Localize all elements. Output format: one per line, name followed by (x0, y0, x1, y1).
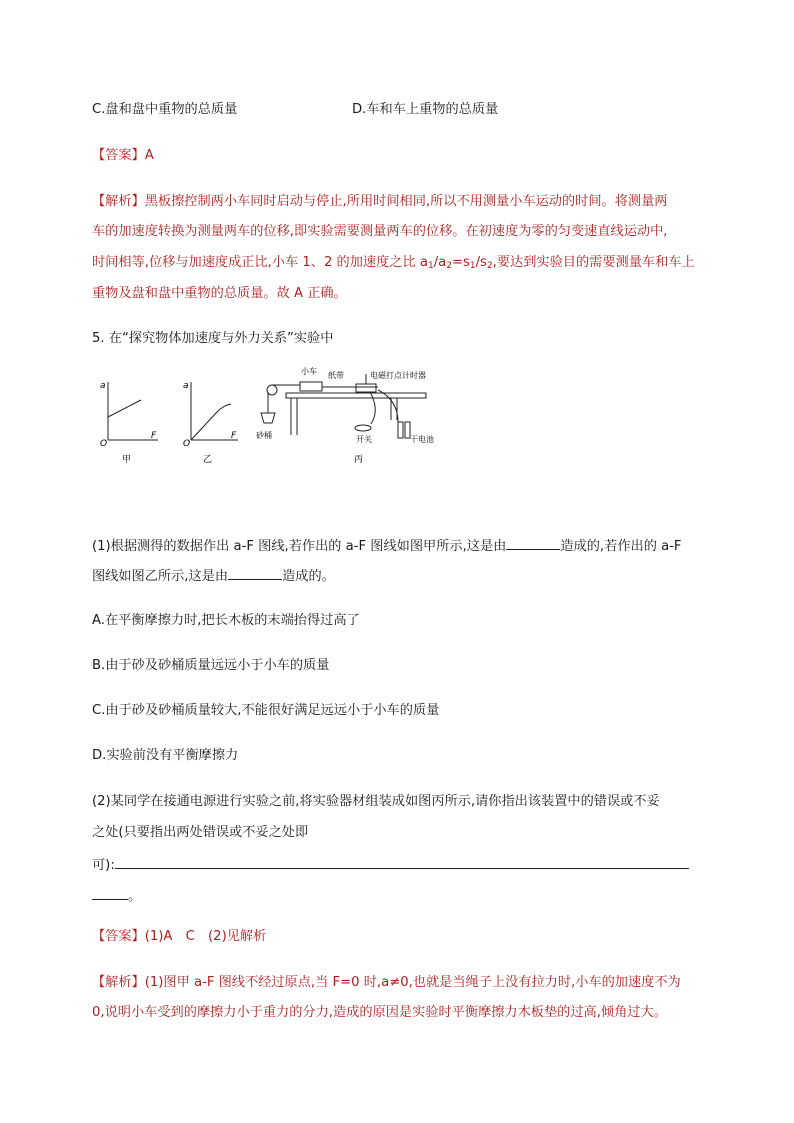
question-text: 造成的。 (282, 569, 335, 584)
q5-part1-line-2 (92, 565, 335, 587)
analysis-tag: 【解析】 (92, 975, 145, 990)
analysis-tag: 【解析】 (92, 194, 145, 209)
analysis-text: /a (433, 255, 447, 270)
question-text: 可): (92, 858, 115, 873)
answer-blank (228, 565, 282, 580)
q5-title: 5. 在“探究物体加速度与外力关系”实验中 (92, 331, 334, 346)
origin-label: O (100, 439, 108, 449)
label-bucket: 砂桶 (256, 431, 272, 440)
caption-yi: 乙 (203, 455, 213, 465)
caption-jia: 甲 (122, 455, 132, 465)
q4-option-d: D.车和车上重物的总质量 (352, 102, 499, 117)
q4-option-c: C.盘和盘中重物的总质量 (92, 102, 238, 117)
label-tape: 纸带 (328, 371, 344, 380)
q5-option-c: C.由于砂及砂桶质量较大,不能很好满足远远小于小车的质量 (92, 703, 440, 718)
subscript: 1 (427, 261, 434, 271)
analysis-text: /s (475, 255, 487, 270)
q5-part2-line-3 (92, 854, 689, 876)
q5-analysis-line-1 (92, 973, 681, 993)
axis-f-label: F (151, 431, 157, 441)
q4-analysis-line-2: 车的加速度转换为测量两车的位移,即实验需要测量两车的位移。在初速度为零的匀变速直线运动中, (92, 224, 668, 239)
q5-option-a: A.在平衡摩擦力时,把长木板的末端抬得过高了 (92, 613, 360, 628)
axis-f-label: F (231, 431, 237, 441)
answer-tag: 【答案】 (92, 929, 145, 944)
answer-value: A (144, 148, 154, 163)
label-timer: 电磁打点计时器 (370, 371, 426, 380)
question-text: 造成的,若作出的 a-F (560, 539, 682, 554)
q5-part2-line-1: (2)某同学在接通电源进行实验之前,将实验器材组装成如图丙所示,请你指出该装置中的错误或不妥 (92, 794, 660, 809)
q5-part2-line-4 (92, 885, 141, 907)
q4-analysis-line-1 (92, 192, 667, 212)
q5-figure (88, 360, 448, 470)
subscript: 1 (469, 261, 476, 271)
q5-option-d: D.实验前没有平衡摩擦力 (92, 748, 239, 763)
q5-part2-line-2: 之处(只要指出两处错误或不妥之处即 (92, 825, 309, 840)
q5-answer (92, 927, 266, 947)
axis-a-label: a (183, 381, 189, 391)
caption-bing: 丙 (354, 455, 364, 465)
label-battery: 干电池 (410, 435, 434, 444)
question-text: 。 (128, 889, 142, 904)
answer-tag: 【答案】 (92, 148, 145, 163)
origin-label: O (183, 439, 191, 449)
axis-a-label: a (100, 381, 106, 391)
answer-blank (506, 535, 560, 550)
answer-blank (92, 885, 128, 900)
analysis-text: (1)图甲 a-F 图线不经过原点,当 F=0 时,a≠0,也就是当绳子上没有拉力时,小车的加速度不为 (144, 975, 681, 990)
subscript: 2 (486, 261, 493, 271)
q4-answer (92, 146, 154, 166)
question-text: 图线如图乙所示,这是由 (92, 569, 229, 584)
analysis-text: 时间相等,位移与加速度成正比,小车 1、2 的加速度之比 a (92, 255, 428, 270)
answer-blank (115, 854, 689, 869)
q4-analysis-line-4: 重物及盘和盘中重物的总质量。故 A 正确。 (92, 286, 347, 301)
analysis-text: 黑板擦控制两小车同时启动与停止,所用时间相同,所以不用测量小车运动的时间。将测量两 (144, 194, 668, 209)
q5-part1-line-1 (92, 535, 682, 557)
answer-value: (1)A C (2)见解析 (144, 929, 267, 944)
q4-analysis-line-3 (92, 253, 695, 276)
subscript: 2 (446, 261, 452, 271)
question-text: (1)根据测得的数据作出 a-F 图线,若作出的 a-F 图线如图甲所示,这是由 (92, 539, 507, 554)
q5-analysis-line-2: 0,说明小车受到的摩擦力小于重力的分力,造成的原因是实验时平衡摩擦力木板垫的过高,倾角过大。 (92, 1005, 667, 1020)
analysis-text: ,要达到实验目的需要测量车和车上 (492, 255, 695, 270)
q5-option-b: B.由于砂及砂桶质量远远小于小车的质量 (92, 658, 330, 673)
apparatus-bing (261, 374, 426, 438)
label-switch: 开关 (356, 435, 372, 444)
analysis-text: =s (451, 255, 470, 270)
label-car: 小车 (301, 367, 317, 376)
